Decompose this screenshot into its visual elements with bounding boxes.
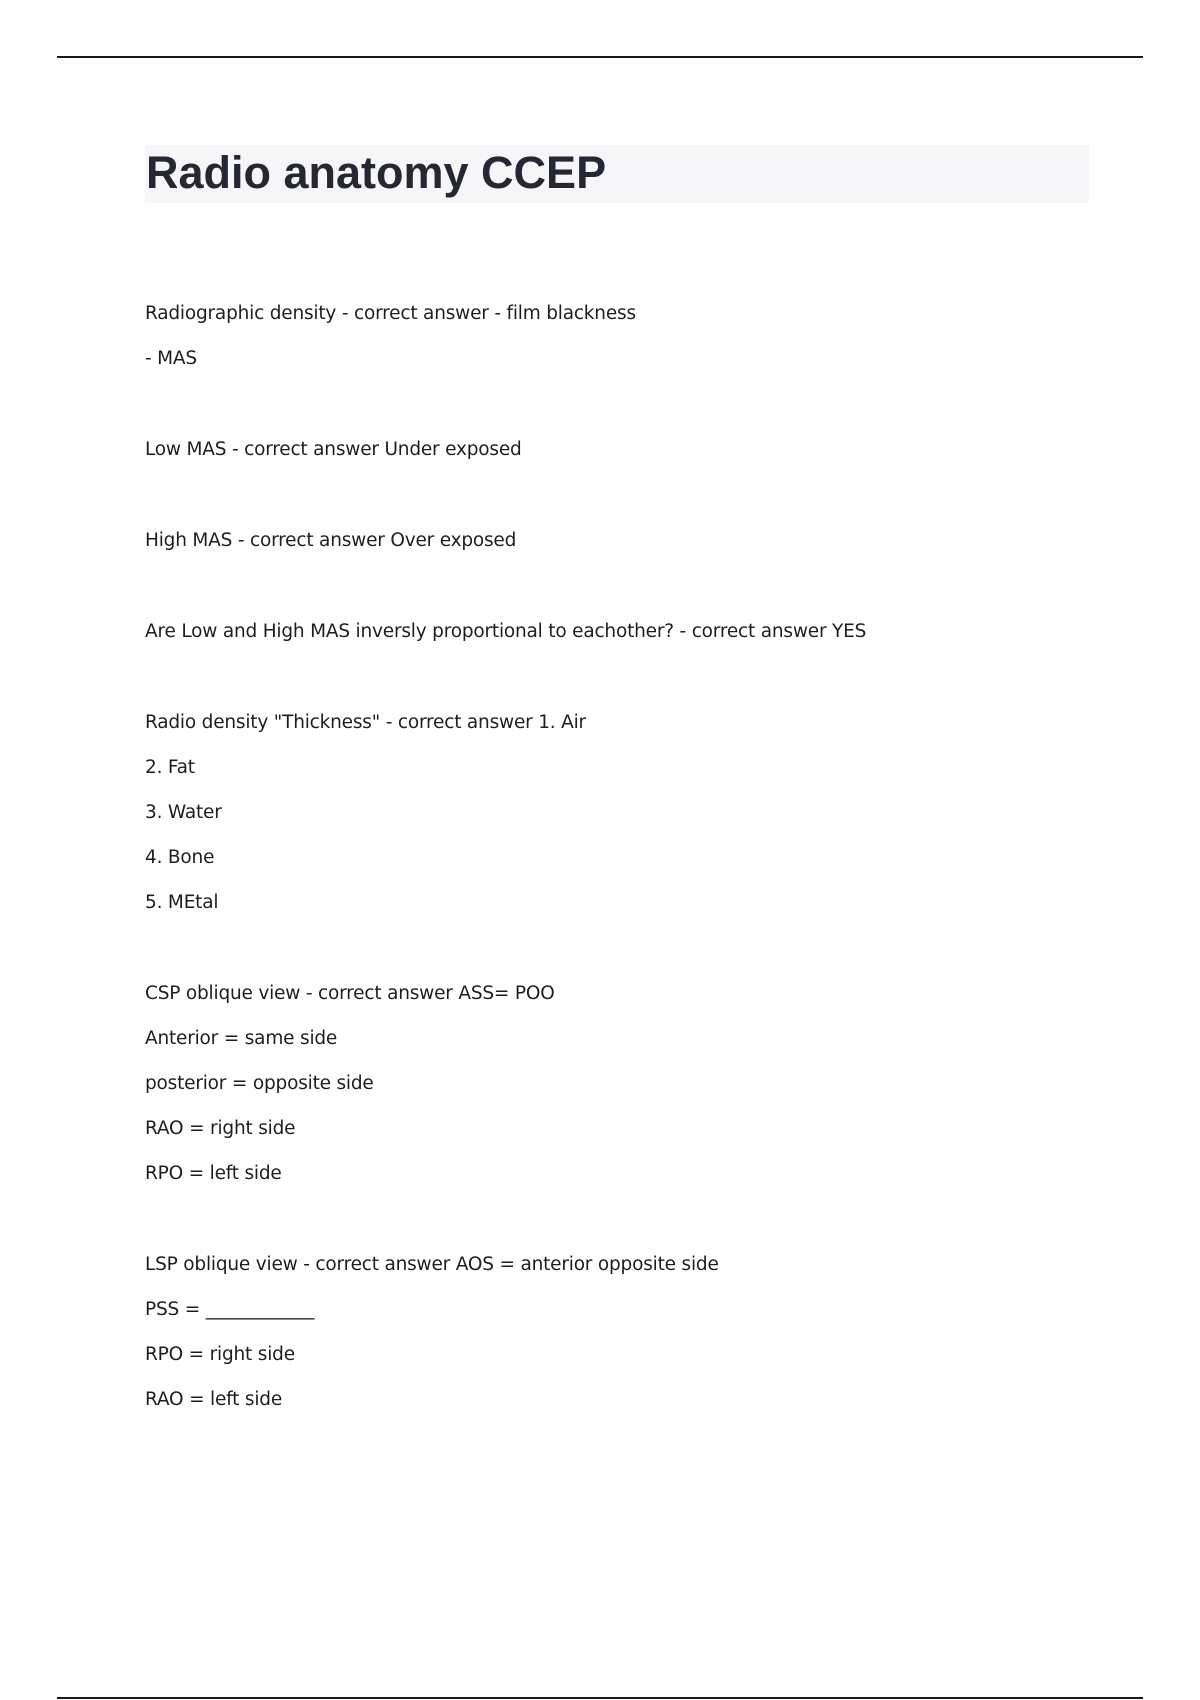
- text-line: posterior = opposite side: [145, 1073, 374, 1094]
- text-line: Anterior = same side: [145, 1028, 338, 1049]
- text-line: High MAS - correct answer Over exposed: [145, 530, 517, 551]
- qa-block-high-mas: [145, 518, 1105, 563]
- text-line: RAO = right side: [145, 1118, 296, 1139]
- document-title: Radio anatomy CCEP: [146, 147, 607, 198]
- qa-block-radio-density-thickness: [145, 700, 1105, 925]
- text-line: Low MAS - correct answer Under exposed: [145, 439, 522, 460]
- qa-block-inverse-proportion: [145, 609, 1105, 654]
- text-line: Radio density "Thickness" - correct answer 1. Air: [145, 712, 586, 733]
- text-line: - MAS: [145, 348, 197, 369]
- qa-block-lsp-oblique-view: [145, 1242, 1105, 1422]
- text-line: 5. MEtal: [145, 892, 219, 913]
- qa-block-radiographic-density: [145, 291, 1105, 381]
- text-line: Are Low and High MAS inversly proportional to eachother? - correct answer YES: [145, 621, 867, 642]
- footer-rule: [57, 1697, 1143, 1699]
- text-line: PSS = ____________: [145, 1299, 315, 1320]
- text-line: RPO = right side: [145, 1344, 295, 1365]
- document-body: [145, 291, 1105, 1468]
- text-line: Radiographic density - correct answer - film blackness: [145, 303, 636, 324]
- text-line: 4. Bone: [145, 847, 215, 868]
- text-line: RPO = left side: [145, 1163, 282, 1184]
- text-line: RAO = left side: [145, 1389, 283, 1410]
- text-line: 2. Fat: [145, 757, 195, 778]
- qa-block-csp-oblique-view: [145, 971, 1105, 1196]
- text-line: LSP oblique view - correct answer AOS = anterior opposite side: [145, 1254, 719, 1275]
- text-line: 3. Water: [145, 802, 222, 823]
- text-line: CSP oblique view - correct answer ASS= POO: [145, 983, 555, 1004]
- header-rule: [57, 56, 1143, 58]
- qa-block-low-mas: [145, 427, 1105, 472]
